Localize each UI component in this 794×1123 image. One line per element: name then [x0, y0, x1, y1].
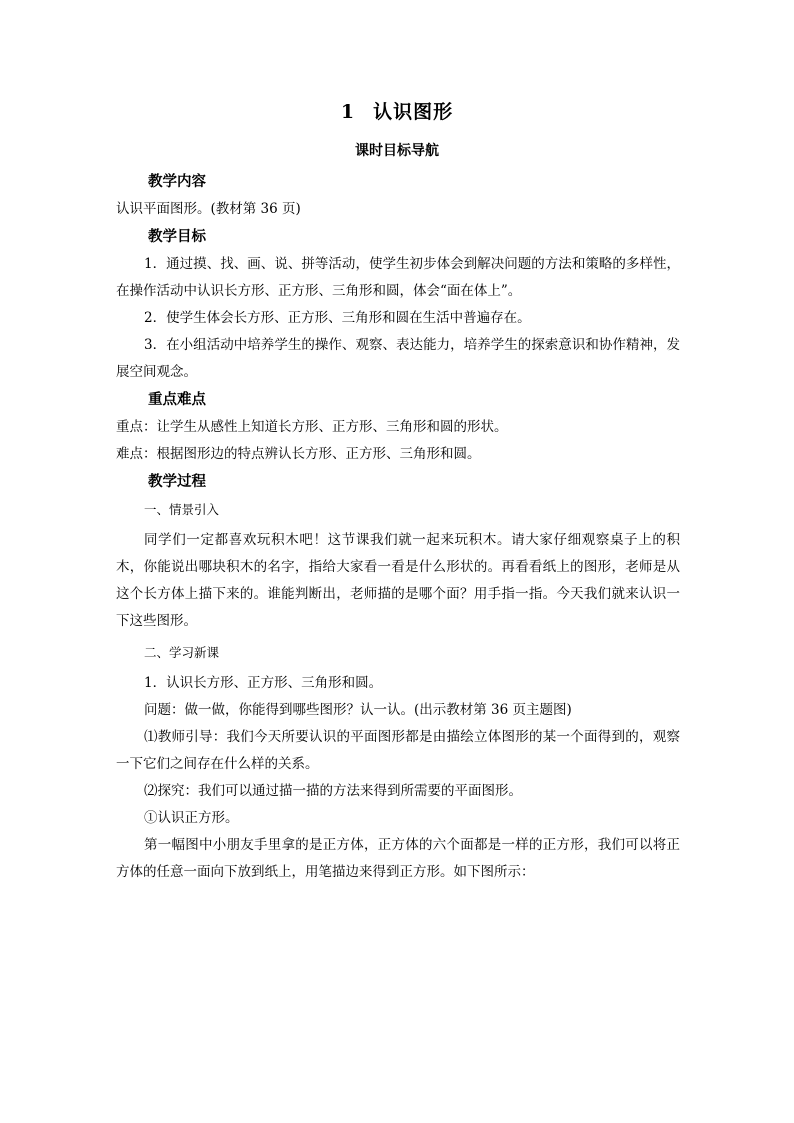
- heading-teaching-process: 教学过程: [148, 473, 206, 490]
- heading-teaching-goals: 教学目标: [148, 228, 206, 245]
- title-text: 认识图形: [373, 101, 454, 123]
- page-subtitle: 课时目标导航: [355, 143, 439, 159]
- heading-teaching-content: 教学内容: [148, 173, 206, 190]
- difficult-point-text: 难点：根据图形边的特点辨认长方形、正方形、三角形和圆。: [116, 446, 481, 462]
- section-title-new-lesson: 二、学习新课: [144, 645, 220, 660]
- goal-item-2: 2．使学生体会长方形、正方形、三角形和圆在生活中普遍存在。: [144, 310, 531, 326]
- heading-key-difficult: 重点难点: [148, 391, 206, 408]
- teaching-content-text: 认识平面图形。(教材第 36 页): [116, 201, 301, 217]
- step-1-text: 1．认识长方形、正方形、三角形和圆。: [144, 675, 383, 691]
- page-title: [0, 97, 794, 124]
- question-text: 问题：做一做，你能得到哪些图形？认一认。(出示教材第 36 页主题图): [144, 702, 572, 718]
- guide-paragraph: ⑴教师引导：我们今天所要认识的平面图形都是由描绘立体图形的某一个面得到的，观察一下它们之间存在什么样的关系。: [116, 729, 680, 772]
- goal-item-1: 1．通过摸、找、画、说、拼等活动，使学生初步体会到解决问题的方法和策略的多样性，在操作活动中认识长方形、正方形、三角形和圆，体会“面在体上”。: [116, 256, 680, 299]
- title-number: 1: [340, 101, 356, 123]
- explore-paragraph: ⑵探究：我们可以通过描一描的方法来得到所需要的平面图形。: [144, 783, 522, 799]
- square-paragraph: 第一幅图中小朋友手里拿的是正方体，正方体的六个面都是一样的正方形，我们可以将正方体的任意一面向下放到纸上，用笔描边来得到正方形。如下图所示：: [116, 837, 680, 880]
- goal-item-3: 3．在小组活动中培养学生的操作、观察、表达能力，培养学生的探索意识和协作精神，发展空间观念。: [116, 337, 680, 380]
- square-subtitle: ①认识正方形。: [144, 810, 239, 826]
- intro-paragraph: 同学们一定都喜欢玩积木吧！这节课我们就一起来玩积木。请大家仔细观察桌子上的积木，你能说出哪块积木的名字，指给大家看一看是什么形状的。再看看纸上的图形，老师是从这个长方体上描下来的。谁能判断出，老师描的是哪个面？用手指一指。今天我们就来认识一下这些图形。: [116, 532, 680, 629]
- document-body: [116, 168, 680, 886]
- section-title-intro: 一、情景引入: [144, 502, 220, 517]
- key-point-text: 重点：让学生从感性上知道长方形、正方形、三角形和圆的形状。: [116, 419, 508, 435]
